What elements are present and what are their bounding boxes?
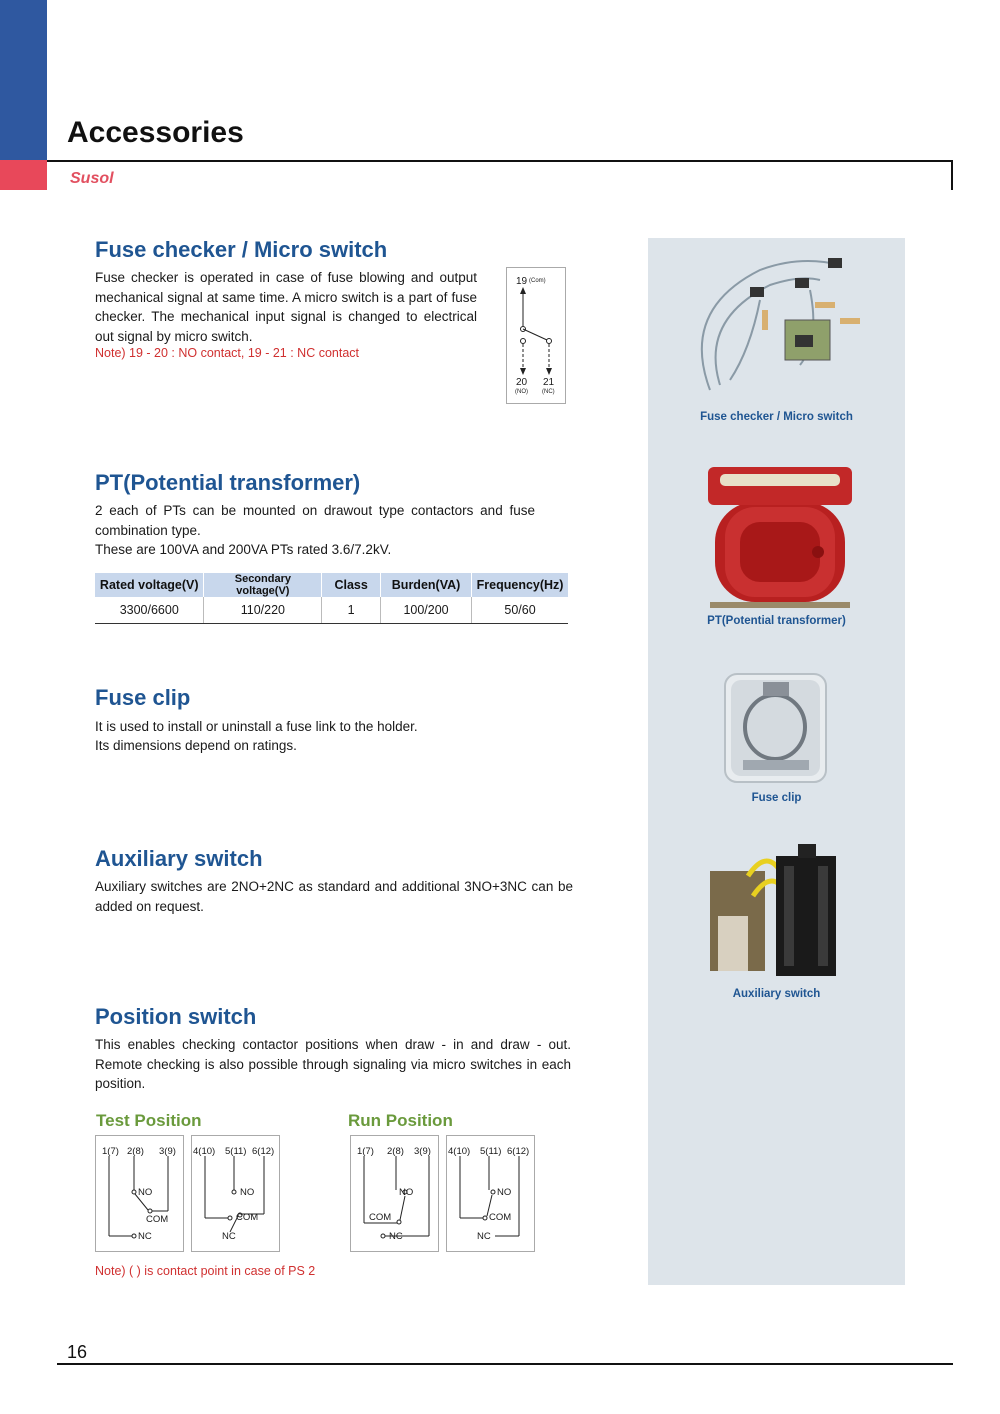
pt-spec-table [95,573,568,624]
terminal-label: 6(12) [507,1146,530,1157]
test-position-heading: Test Position [96,1111,202,1130]
position-heading: Position switch [95,1004,257,1029]
pt-heading: PT(Potential transformer) [95,470,361,495]
terminal-20-sub: (NO) [515,389,528,395]
table-cell: 3300/6600 [95,597,204,624]
aux-switch-photo [708,836,843,981]
table-cell: 1 [322,597,381,624]
terminal-label: 2(8) [387,1146,404,1157]
com-label: COM [146,1214,169,1225]
terminal-19-label: 19 [516,276,528,287]
position-note: Note) ( ) is contact point in case of PS 2 [95,1264,316,1278]
table-header-cell: Secondary voltage(V) [204,573,322,597]
aux-caption: Auxiliary switch [732,988,821,1000]
title-rule [47,160,953,162]
fuse-checker-body: Fuse checker is operated in case of fuse blowing and output mechanical signal at same time. A micro switch is a part of fuse checker. The mechanical input signal is changed to electrical out signal by micro switch. [95,270,477,344]
no-label: NO [138,1187,153,1198]
nc-label: NC [477,1231,491,1242]
fuse-checker-note: Note) 19 - 20 : NO contact, 19 - 21 : NC contact [95,346,360,360]
nc-label: NC [222,1231,236,1242]
no-label: NO [399,1187,414,1198]
table-header-cell: Burden(VA) [380,573,471,597]
table-header-row [95,573,568,597]
table-cell: 100/200 [380,597,471,624]
table-header-cell: Rated voltage(V) [95,573,204,597]
fuse-clip-body-1: It is used to install or uninstall a fuse link to the holder. [95,719,418,734]
fuse-clip-heading: Fuse clip [95,685,191,710]
table-cell: 110/220 [204,597,322,624]
com-label: COM [236,1212,259,1223]
pt-body-2: These are 100VA and 200VA PTs rated 3.6/7.2kV. [95,542,392,557]
fuse-clip-caption: Fuse clip [751,792,802,804]
fuse-clip-photo [723,672,828,784]
no-label: NO [497,1187,512,1198]
brand-logo: Susol [70,170,114,187]
terminal-21-sub: (NC) [542,389,555,395]
micro-switch-diagram [506,267,566,404]
aux-heading: Auxiliary switch [95,846,263,871]
position-body: This enables checking contactor positions when draw - in and draw - out. Remote checking is also possible through signaling via micro switches in each position. [95,1037,571,1091]
terminal-label: 2(8) [127,1146,144,1157]
terminal-label: 5(11) [480,1146,502,1157]
fuse-checker-photo [690,250,870,400]
terminal-label: 4(10) [448,1146,471,1157]
pt-photo [700,462,860,612]
test-switch-a-diagram [95,1135,184,1252]
run-switch-a-diagram [350,1135,439,1252]
fuse-checker-heading: Fuse checker / Micro switch [95,237,388,262]
terminal-label: 3(9) [159,1146,176,1157]
terminal-21-label: 21 [543,377,555,388]
footer-rule [57,1363,953,1365]
run-position-heading: Run Position [348,1111,453,1130]
run-switch-b-diagram [446,1135,535,1252]
fuse-checker-caption: Fuse checker / Micro switch [700,411,853,423]
com-label: COM [369,1212,392,1223]
table-header-cell: Class [322,573,381,597]
nc-label: NC [389,1231,403,1242]
page-title: Accessories [67,116,244,149]
pt-body-1: 2 each of PTs can be mounted on drawout type contactors and fuse combination type. [95,503,535,538]
com-label: COM [489,1212,512,1223]
terminal-20-label: 20 [516,377,528,388]
table-row [95,597,568,624]
terminal-label: 1(7) [102,1146,119,1157]
title-rule-end [951,160,953,190]
table-cell: 50/60 [472,597,568,624]
terminal-label: 1(7) [357,1146,374,1157]
pt-caption: PT(Potential transformer) [707,615,846,627]
table-header-cell: Frequency(Hz) [472,573,568,597]
terminal-label: 5(11) [225,1146,247,1157]
fuse-clip-body-2: Its dimensions depend on ratings. [95,738,297,753]
header-blue-bar [0,0,47,160]
nc-label: NC [138,1231,152,1242]
terminal-19-sub: (Com) [529,278,546,284]
terminal-label: 3(9) [414,1146,431,1157]
test-switch-b-diagram [191,1135,280,1252]
terminal-label: 4(10) [193,1146,216,1157]
page-number: 16 [67,1342,88,1362]
terminal-label: 6(12) [252,1146,275,1157]
no-label: NO [240,1187,255,1198]
aux-body: Auxiliary switches are 2NO+2NC as standard and additional 3NO+3NC can be added on request. [95,879,573,914]
header-red-bar [0,160,47,190]
